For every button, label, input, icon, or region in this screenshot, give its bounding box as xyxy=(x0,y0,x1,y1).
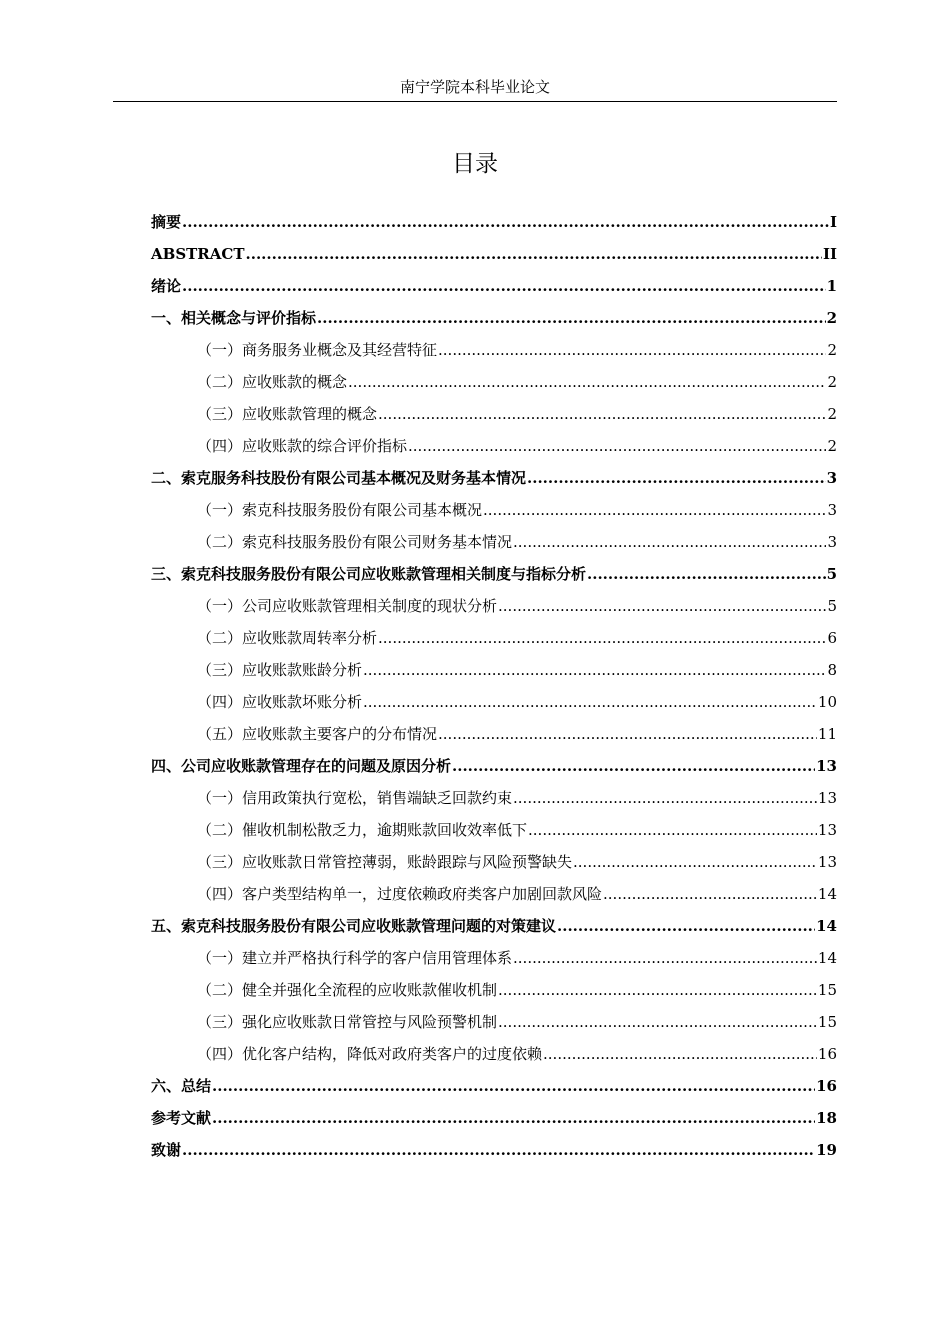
toc-entry-page-number: I xyxy=(829,213,837,231)
toc-entry[interactable] xyxy=(151,814,837,846)
toc-entry-page-number: 15 xyxy=(817,981,837,999)
toc-leader-dots xyxy=(378,622,826,654)
toc-entry-page-number: 11 xyxy=(817,725,837,743)
toc-leader-dots xyxy=(408,430,826,462)
toc-entry-page-number: 16 xyxy=(816,1077,837,1095)
table-of-contents xyxy=(151,206,837,1166)
toc-entry-label: （二）索克科技服务股份有限公司财务基本情况 xyxy=(197,533,513,551)
toc-leader-dots xyxy=(378,398,826,430)
toc-entry[interactable] xyxy=(151,718,837,750)
toc-entry-label: 摘要 xyxy=(151,213,182,231)
page-header xyxy=(113,75,837,102)
toc-entry-label: （二）健全并强化全流程的应收账款催收机制 xyxy=(197,981,498,999)
toc-entry-label: 六、总结 xyxy=(151,1077,212,1095)
toc-entry[interactable] xyxy=(151,238,837,270)
toc-entry[interactable] xyxy=(151,494,837,526)
toc-entry-page-number: 13 xyxy=(817,789,837,807)
toc-leader-dots xyxy=(317,302,826,334)
toc-leader-dots xyxy=(543,1038,817,1070)
toc-entry-label: （一）信用政策执行宽松，销售端缺乏回款约束 xyxy=(197,789,513,807)
toc-leader-dots xyxy=(513,942,817,974)
toc-entry[interactable] xyxy=(151,1134,837,1166)
toc-entry[interactable] xyxy=(151,1006,837,1038)
toc-entry[interactable] xyxy=(151,750,837,782)
toc-entry-page-number: II xyxy=(822,245,837,263)
toc-entry-page-number: 13 xyxy=(816,757,837,775)
toc-entry-page-number: 15 xyxy=(817,1013,837,1031)
toc-entry-label: 致谢 xyxy=(151,1141,182,1159)
toc-leader-dots xyxy=(363,654,826,686)
toc-entry-page-number: 8 xyxy=(827,661,837,679)
toc-entry-page-number: 2 xyxy=(827,341,837,359)
toc-leader-dots xyxy=(527,462,826,494)
toc-entry-page-number: 2 xyxy=(827,437,837,455)
toc-entry-page-number: 2 xyxy=(827,405,837,423)
toc-entry-label: （四）客户类型结构单一，过度依赖政府类客户加剧回款风险 xyxy=(197,885,603,903)
toc-leader-dots xyxy=(498,1006,817,1038)
toc-entry[interactable] xyxy=(151,654,837,686)
toc-entry-label: （四）应收账款坏账分析 xyxy=(197,693,363,711)
toc-entry[interactable] xyxy=(151,1038,837,1070)
toc-entry[interactable] xyxy=(151,590,837,622)
toc-leader-dots xyxy=(452,750,815,782)
toc-entry-label: （二）催收机制松散乏力，逾期账款回收效率低下 xyxy=(197,821,528,839)
toc-entry-label: 三、索克科技服务股份有限公司应收账款管理相关制度与指标分析 xyxy=(151,565,587,583)
toc-entry[interactable] xyxy=(151,974,837,1006)
toc-entry-label: （四）应收账款的综合评价指标 xyxy=(197,437,408,455)
toc-entry-label: （五）应收账款主要客户的分布情况 xyxy=(197,725,438,743)
toc-entry-page-number: 2 xyxy=(827,373,837,391)
toc-entry[interactable] xyxy=(151,430,837,462)
toc-entry-page-number: 3 xyxy=(827,501,837,519)
toc-entry[interactable] xyxy=(151,206,837,238)
toc-entry-page-number: 3 xyxy=(827,533,837,551)
toc-entry-page-number: 14 xyxy=(817,885,837,903)
toc-entry-page-number: 13 xyxy=(817,821,837,839)
toc-entry-page-number: 5 xyxy=(827,597,837,615)
toc-leader-dots xyxy=(513,782,817,814)
toc-entry-label: （三）应收账款管理的概念 xyxy=(197,405,378,423)
toc-leader-dots xyxy=(587,558,826,590)
toc-entry-label: （四）优化客户结构，降低对政府类客户的过度依赖 xyxy=(197,1045,543,1063)
toc-leader-dots xyxy=(438,334,826,366)
toc-leader-dots xyxy=(246,238,822,270)
toc-entry[interactable] xyxy=(151,398,837,430)
toc-entry-label: 五、索克科技服务股份有限公司应收账款管理问题的对策建议 xyxy=(151,917,557,935)
toc-leader-dots xyxy=(498,974,817,1006)
toc-entry-page-number: 16 xyxy=(817,1045,837,1063)
toc-entry-page-number: 14 xyxy=(816,917,837,935)
toc-entry[interactable] xyxy=(151,878,837,910)
toc-entry-label: 绪论 xyxy=(151,277,182,295)
toc-entry-page-number: 10 xyxy=(817,693,837,711)
toc-entry-label: 四、公司应收账款管理存在的问题及原因分析 xyxy=(151,757,452,775)
toc-entry-page-number: 13 xyxy=(817,853,837,871)
toc-entry[interactable] xyxy=(151,1102,837,1134)
toc-entry-page-number: 18 xyxy=(816,1109,837,1127)
toc-entry[interactable] xyxy=(151,558,837,590)
toc-entry[interactable] xyxy=(151,846,837,878)
toc-entry-label: ABSTRACT xyxy=(151,245,245,263)
toc-leader-dots xyxy=(182,270,826,302)
toc-entry-label: 二、索克服务科技股份有限公司基本概况及财务基本情况 xyxy=(151,469,527,487)
toc-entry-label: （一）公司应收账款管理相关制度的现状分析 xyxy=(197,597,498,615)
toc-leader-dots xyxy=(483,494,826,526)
toc-entry[interactable] xyxy=(151,270,837,302)
toc-entry-label: （一）商务服务业概念及其经营特征 xyxy=(197,341,438,359)
toc-leader-dots xyxy=(528,814,817,846)
toc-entry-label: 一、相关概念与评价指标 xyxy=(151,309,317,327)
toc-entry-page-number: 1 xyxy=(826,277,837,295)
toc-leader-dots xyxy=(182,206,829,238)
toc-leader-dots xyxy=(212,1070,815,1102)
toc-leader-dots xyxy=(348,366,826,398)
toc-entry-label: （三）应收账款账龄分析 xyxy=(197,661,363,679)
toc-entry-label: 参考文献 xyxy=(151,1109,212,1127)
toc-entry[interactable] xyxy=(151,334,837,366)
toc-entry[interactable] xyxy=(151,1070,837,1102)
toc-entry-label: （一）建立并严格执行科学的客户信用管理体系 xyxy=(197,949,513,967)
toc-leader-dots xyxy=(438,718,817,750)
toc-entry-label: （二）应收账款的概念 xyxy=(197,373,348,391)
toc-leader-dots xyxy=(212,1102,815,1134)
toc-entry-label: （三）强化应收账款日常管控与风险预警机制 xyxy=(197,1013,498,1031)
toc-leader-dots xyxy=(182,1134,815,1166)
toc-leader-dots xyxy=(573,846,817,878)
toc-entry-page-number: 14 xyxy=(817,949,837,967)
toc-entry[interactable] xyxy=(151,462,837,494)
toc-entry-page-number: 6 xyxy=(827,629,837,647)
toc-leader-dots xyxy=(603,878,817,910)
toc-entry[interactable] xyxy=(151,526,837,558)
toc-leader-dots xyxy=(498,590,826,622)
toc-entry-label: （二）应收账款周转率分析 xyxy=(197,629,378,647)
toc-entry[interactable] xyxy=(151,686,837,718)
toc-entry[interactable] xyxy=(151,366,837,398)
toc-leader-dots xyxy=(513,526,826,558)
toc-entry[interactable] xyxy=(151,622,837,654)
toc-entry[interactable] xyxy=(151,910,837,942)
toc-entry-page-number: 2 xyxy=(826,309,837,327)
toc-entry-page-number: 3 xyxy=(826,469,837,487)
toc-leader-dots xyxy=(557,910,815,942)
page-title: 目录 xyxy=(452,151,498,177)
toc-leader-dots xyxy=(363,686,817,718)
header-text: 南宁学院本科毕业论文 xyxy=(399,78,550,96)
toc-entry[interactable] xyxy=(151,782,837,814)
toc-entry-page-number: 5 xyxy=(826,565,837,583)
toc-entry-page-number: 19 xyxy=(816,1141,837,1159)
toc-entry[interactable] xyxy=(151,942,837,974)
toc-entry[interactable] xyxy=(151,302,837,334)
toc-entry-label: （三）应收账款日常管控薄弱，账龄跟踪与风险预警缺失 xyxy=(197,853,573,871)
toc-entry-label: （一）索克科技服务股份有限公司基本概况 xyxy=(197,501,483,519)
